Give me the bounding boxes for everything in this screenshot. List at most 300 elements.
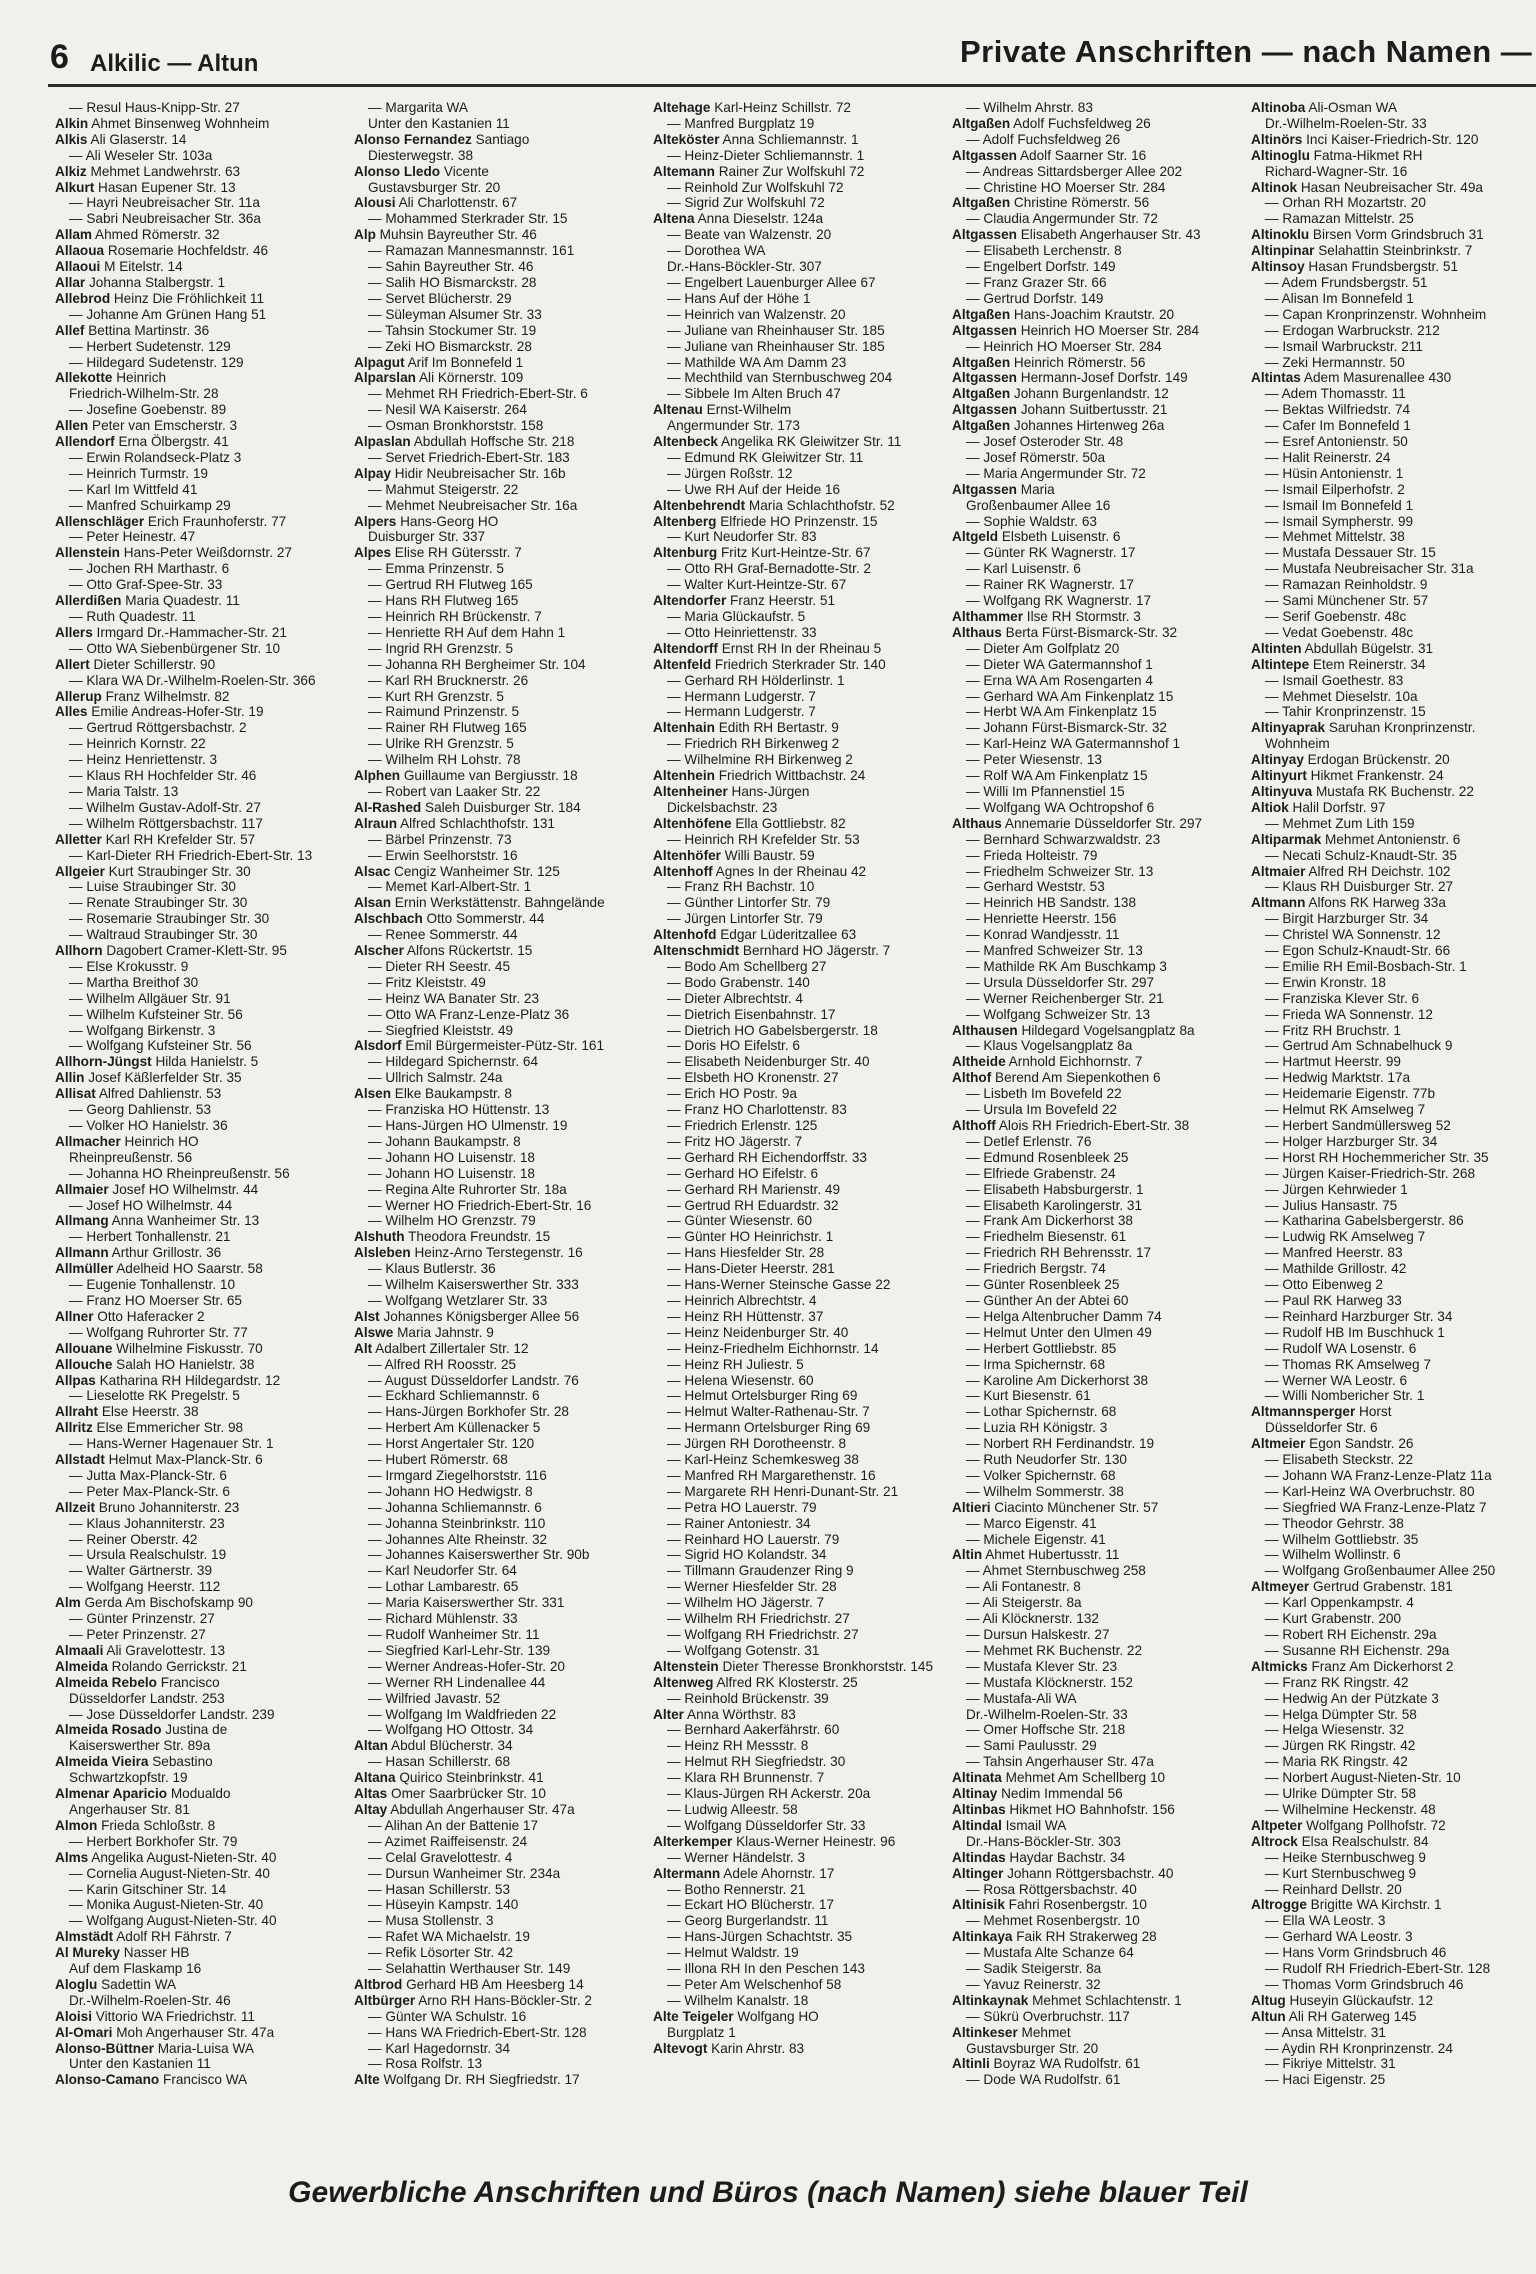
directory-subentry: — Wolfgang RK Wagnerstr. 17 bbox=[966, 593, 1152, 609]
directory-subentry: — Hasan Schillerstr. 68 bbox=[368, 1754, 511, 1770]
entry-details: Adem Masurenallee 430 bbox=[1300, 370, 1452, 386]
entry-surname: Altinyay bbox=[1251, 752, 1304, 768]
directory-subentry: — Gertrud Am Schnabelhuck 9 bbox=[1265, 1038, 1453, 1054]
directory-entry bbox=[55, 545, 340, 561]
directory-entry bbox=[55, 1786, 340, 1802]
directory-subentry: — Ulrike RH Grenzstr. 5 bbox=[368, 736, 514, 752]
directory-entry bbox=[952, 323, 1237, 339]
entry-details: Gertrud Grabenstr. 181 bbox=[1309, 1579, 1453, 1595]
entry-surname: Altug bbox=[1251, 1992, 1286, 2008]
entry-details: M Eitelstr. 14 bbox=[100, 259, 183, 275]
page-header bbox=[0, 0, 1536, 88]
directory-subentry: — Elsbeth HO Kronenstr. 27 bbox=[667, 1070, 839, 1086]
directory-subentry: — Klaus-Jürgen RH Ackerstr. 20a bbox=[667, 1786, 871, 1802]
directory-subentry: — Juliane van Rheinhauser Str. 185 bbox=[667, 322, 885, 338]
directory-subentry: — Heinrich Albrechtstr. 4 bbox=[667, 1292, 817, 1308]
directory-subentry: — Hasan Schillerstr. 53 bbox=[368, 1881, 511, 1897]
directory-entry bbox=[1251, 1897, 1536, 1913]
entry-details: Edith RH Bertastr. 9 bbox=[714, 720, 839, 736]
directory-subentry: — Horst RH Hochemmericher Str. 35 bbox=[1265, 1149, 1489, 1165]
entry-details: Adolf RH Fährstr. 7 bbox=[113, 1929, 232, 1945]
directory-entry bbox=[653, 816, 938, 832]
entry-details: Anna Dieselstr. 124a bbox=[694, 211, 824, 227]
entry-surname: Althaus bbox=[952, 624, 1002, 640]
entry-surname: Alshuth bbox=[354, 1229, 405, 1245]
entry-details: Elke Baukampstr. 8 bbox=[391, 1086, 512, 1102]
directory-entry bbox=[1251, 1436, 1536, 1452]
directory-subentry: — Franz RH Bachstr. 10 bbox=[667, 879, 815, 895]
directory-entry bbox=[653, 641, 938, 657]
entry-details: Moh Angerhauser Str. 47a bbox=[112, 2024, 275, 2040]
directory-subentry: — Heinz-Friedhelm Eichhornstr. 14 bbox=[667, 1340, 879, 1356]
entry-surname: Altindas bbox=[952, 1849, 1006, 1865]
directory-subentry: — Karl Neudorfer Str. 64 bbox=[368, 1563, 517, 1579]
directory-entry bbox=[653, 211, 938, 227]
header-rule bbox=[48, 84, 1536, 87]
directory-subentry: Angerhauser Str. 81 bbox=[69, 1801, 190, 1817]
entry-details: Dieter Schillerstr. 90 bbox=[89, 656, 216, 672]
directory-subentry: Wohnheim bbox=[1265, 736, 1330, 752]
directory-entry bbox=[1251, 227, 1536, 243]
entry-surname: Althammer bbox=[952, 609, 1024, 624]
entry-surname: Allritz bbox=[55, 1420, 93, 1436]
entry-surname: Alschbach bbox=[354, 911, 423, 927]
directory-entry bbox=[354, 195, 639, 211]
entry-details: Faik RH Strakerweg 28 bbox=[1012, 1929, 1157, 1945]
entry-surname: Altgassen bbox=[952, 402, 1017, 418]
directory-subentry: — Gerhard RH Eichendorffstr. 33 bbox=[667, 1149, 867, 1165]
directory-subentry: — Ali Klöcknerstr. 132 bbox=[966, 1611, 1099, 1627]
directory-entry bbox=[354, 164, 639, 180]
directory-subentry: — Ludwig RK Amselweg 7 bbox=[1265, 1229, 1426, 1245]
directory-entry bbox=[653, 927, 938, 943]
entry-surname: Alonso Fernandez bbox=[354, 131, 472, 147]
directory-subentry: — Willi Nombericher Str. 1 bbox=[1265, 1388, 1425, 1404]
directory-subentry: Gustavsburger Str. 20 bbox=[368, 179, 501, 195]
entry-surname: Allner bbox=[55, 1308, 94, 1324]
entry-surname: Alt bbox=[354, 1340, 373, 1356]
entry-surname: Alsac bbox=[354, 863, 391, 879]
directory-subentry: Großenbaumer Allee 16 bbox=[966, 497, 1111, 513]
section-title: Private Anschriften — nach Namen — bbox=[960, 34, 1533, 69]
entry-surname: Alonso-Büttner bbox=[55, 2040, 154, 2056]
entry-details: Friedrich Sterkrader Str. 140 bbox=[711, 656, 886, 672]
directory-subentry: — Gertrud Dorfstr. 149 bbox=[966, 290, 1104, 306]
entry-surname: Alonso-Camano bbox=[55, 2072, 160, 2088]
entry-surname: Alm bbox=[55, 1595, 81, 1611]
directory-entry bbox=[653, 2041, 938, 2057]
directory-subentry: Dr.-Hans-Böckler-Str. 303 bbox=[966, 1833, 1121, 1849]
directory-subentry: — Zeki HO Bismarckstr. 28 bbox=[368, 338, 532, 354]
entry-details: Ali-Osman WA bbox=[1305, 100, 1398, 115]
directory-subentry: — Ramazan Mannesmannstr. 161 bbox=[368, 243, 575, 259]
entry-details: Hasan Frundsbergstr. 51 bbox=[1304, 259, 1459, 275]
directory-subentry: — Otto WA Siebenbürgener Str. 10 bbox=[69, 640, 281, 656]
entry-details: Helmut Max-Planck-Str. 6 bbox=[104, 1452, 263, 1468]
entry-details: Otto Sommerstr. 44 bbox=[422, 911, 545, 927]
entry-details: Arthur Grillostr. 36 bbox=[108, 1245, 222, 1261]
entry-surname: Alonso Lledo bbox=[354, 163, 441, 179]
directory-subentry: — Ali Steigerstr. 8a bbox=[966, 1595, 1082, 1611]
directory-entry bbox=[55, 1245, 340, 1261]
directory-subentry: — Katharina Gabelsbergerstr. 86 bbox=[1265, 1213, 1464, 1229]
entry-details: Theodora Freundstr. 15 bbox=[404, 1229, 551, 1245]
entry-details: Abdul Blücherstr. 34 bbox=[387, 1738, 513, 1754]
directory-subentry: — Mehmet Neubreisacher Str. 16a bbox=[368, 497, 578, 513]
directory-subentry: — Johann HO Luisenstr. 18 bbox=[368, 1149, 535, 1165]
entry-surname: Alms bbox=[55, 1849, 89, 1865]
directory-subentry: — Maria Angermunder Str. 72 bbox=[966, 465, 1146, 481]
entry-surname: Allstadt bbox=[55, 1452, 105, 1468]
entry-surname: Altinyaprak bbox=[1251, 720, 1326, 736]
directory-subentry: — Eckart HO Blücherstr. 17 bbox=[667, 1897, 834, 1913]
directory-subentry: — Dieter Am Golfplatz 20 bbox=[966, 640, 1120, 656]
directory-entry bbox=[1251, 132, 1536, 148]
directory-entry bbox=[55, 625, 340, 641]
entry-details: Ilse RH Stormstr. 3 bbox=[1023, 609, 1141, 624]
directory-subentry: — Maria Kaiserswerther Str. 331 bbox=[368, 1595, 565, 1611]
entry-details: Francisco WA bbox=[159, 2072, 248, 2088]
directory-subentry: — Werner HO Friedrich-Ebert-Str. 16 bbox=[368, 1197, 592, 1213]
directory-subentry: — Walter Kurt-Heintze-Str. 67 bbox=[667, 577, 847, 593]
directory-subentry: — Wilhelm RH Friedrichstr. 27 bbox=[667, 1611, 850, 1627]
directory-subentry: Unter den Kastanien 11 bbox=[368, 115, 510, 131]
directory-subentry: — Susanne RH Eichenstr. 29a bbox=[1265, 1642, 1450, 1658]
directory-subentry: — Ismail Warbruckstr. 211 bbox=[1265, 338, 1423, 354]
entry-details: Angelika RK Gleiwitzer Str. 11 bbox=[717, 434, 902, 450]
entry-surname: Alpes bbox=[354, 545, 392, 561]
entry-surname: Altmeier bbox=[1251, 1436, 1306, 1452]
entry-surname: Althoff bbox=[952, 1118, 996, 1133]
directory-subentry: — Robert van Laaker Str. 22 bbox=[368, 783, 541, 799]
directory-subentry: — Gerhard Weststr. 53 bbox=[966, 879, 1105, 895]
directory-subentry: — Mathilde RK Am Buschkamp 3 bbox=[966, 958, 1167, 974]
directory-entry bbox=[354, 864, 639, 880]
directory-subentry: — Richard Mühlenstr. 33 bbox=[368, 1611, 518, 1627]
entry-surname: Allmang bbox=[55, 1213, 109, 1229]
directory-entry bbox=[55, 164, 340, 180]
directory-subentry: Kaiserswerther Str. 89a bbox=[69, 1738, 211, 1754]
directory-subentry: — Helmut RK Amselweg 7 bbox=[1265, 1102, 1426, 1118]
entry-surname: Altinli bbox=[952, 2056, 990, 2072]
entry-surname: Altenberg bbox=[653, 513, 717, 529]
directory-subentry: — Willi Im Pfannenstiel 15 bbox=[966, 783, 1125, 799]
directory-subentry: — Capan Kronprinzenstr. Wohnheim bbox=[1265, 306, 1487, 322]
entry-surname: Altieri bbox=[952, 1499, 991, 1515]
directory-subentry: — Friedhelm Schweizer Str. 13 bbox=[966, 863, 1154, 879]
entry-details: Ali RH Gaterweg 145 bbox=[1285, 2008, 1417, 2024]
entry-details: Alfred RK Klosterstr. 25 bbox=[713, 1674, 858, 1690]
directory-entry bbox=[354, 1738, 639, 1754]
directory-entry bbox=[55, 1500, 340, 1516]
directory-subentry: — Hans-Dieter Heerstr. 281 bbox=[667, 1261, 835, 1277]
entry-details: Karl RH Krefelder Str. 57 bbox=[101, 831, 256, 847]
directory-subentry: — Günter RK Wagnerstr. 17 bbox=[966, 545, 1136, 561]
directory-entry bbox=[55, 116, 340, 132]
entry-details: Sadettin WA bbox=[97, 1976, 177, 1992]
entry-details: Karl-Heinz Schillstr. 72 bbox=[710, 100, 851, 115]
entry-surname: Altmann bbox=[1251, 895, 1306, 911]
directory-subentry: — Aydin RH Kronprinzenstr. 24 bbox=[1265, 2040, 1453, 2056]
directory-entry bbox=[653, 1834, 938, 1850]
entry-details: Mehmet Antonienstr. 6 bbox=[1321, 831, 1461, 847]
entry-details: Ahmed Römerstr. 32 bbox=[92, 227, 220, 243]
directory-subentry: — Gertrud Röttgersbachstr. 2 bbox=[69, 720, 247, 736]
entry-surname: Alkis bbox=[55, 131, 88, 147]
directory-subentry: — Heinrich RH Krefelder Str. 53 bbox=[667, 831, 860, 847]
entry-surname: Altmannsperger bbox=[1251, 1404, 1356, 1420]
directory-subentry: — Klaus RH Duisburger Str. 27 bbox=[1265, 879, 1454, 895]
entry-details: Adalbert Zillertaler Str. 12 bbox=[372, 1340, 529, 1356]
directory-subentry: — Wilhelm Gottliebstr. 35 bbox=[1265, 1531, 1419, 1547]
entry-details: Saleh Duisburger Str. 184 bbox=[421, 799, 581, 815]
entry-details: Erna Ölbergstr. 41 bbox=[114, 434, 229, 450]
entry-details: Otto Haferacker 2 bbox=[93, 1308, 205, 1324]
entry-surname: Allhorn bbox=[55, 943, 103, 959]
entry-details: Josef Käßlerfelder Str. 35 bbox=[84, 1070, 242, 1086]
directory-subentry: — Werner Hiesfelder Str. 28 bbox=[667, 1579, 837, 1595]
entry-surname: Altendorfer bbox=[653, 593, 727, 609]
directory-entry bbox=[354, 1993, 639, 2009]
directory-subentry: — Herbert Sandmüllersweg 52 bbox=[1265, 1118, 1451, 1133]
directory-subentry: Unter den Kastanien 11 bbox=[69, 2056, 211, 2072]
entry-details: Peter van Emscherstr. 3 bbox=[88, 418, 238, 434]
entry-details: Emilie Andreas-Hofer-Str. 19 bbox=[87, 704, 264, 720]
entry-surname: Alpers bbox=[354, 513, 397, 529]
directory-subentry: — Karl-Heinz Schemkesweg 38 bbox=[667, 1452, 859, 1468]
directory-entry bbox=[55, 1722, 340, 1738]
entry-details: Erdogan Brückenstr. 20 bbox=[1303, 752, 1450, 768]
directory-subentry: — Herbert Sudetenstr. 129 bbox=[69, 338, 231, 354]
directory-subentry: — Hans Hiesfelder Str. 28 bbox=[667, 1245, 825, 1261]
directory-entry bbox=[1251, 800, 1536, 816]
directory-entry bbox=[1251, 1659, 1536, 1675]
directory-subentry: — Servet Friedrich-Ebert-Str. 183 bbox=[368, 449, 570, 465]
directory-column bbox=[55, 100, 340, 2160]
directory-entry bbox=[354, 1802, 639, 1818]
directory-subentry: — Franz Grazer Str. 66 bbox=[966, 274, 1107, 290]
directory-subentry: — Eugenie Tonhallenstr. 10 bbox=[69, 1277, 236, 1293]
directory-column bbox=[1251, 100, 1536, 2160]
directory-subentry: — Johannes Kaiserswerther Str. 90b bbox=[368, 1547, 590, 1563]
directory-subentry: Dr.-Wilhelm-Roelen-Str. 46 bbox=[69, 1992, 231, 2008]
directory-subentry: — Friedrich RH Birkenweg 2 bbox=[667, 736, 840, 752]
entry-surname: Allenschläger bbox=[55, 513, 145, 529]
entry-surname: Allers bbox=[55, 624, 93, 640]
entry-details: Katharina RH Hildegardstr. 12 bbox=[95, 1372, 281, 1388]
directory-subentry: — Sigrid Zur Wolfskuhl 72 bbox=[667, 195, 825, 211]
directory-subentry: — Robert RH Eichenstr. 29a bbox=[1265, 1627, 1437, 1642]
directory-subentry: — Sophie Waldstr. 63 bbox=[966, 513, 1097, 529]
directory-subentry: — Frank Am Dickerhorst 38 bbox=[966, 1213, 1133, 1229]
directory-subentry: Schwartzkopfstr. 19 bbox=[69, 1770, 188, 1786]
directory-subentry: — Herbert Borkhofer Str. 79 bbox=[69, 1833, 238, 1849]
entry-surname: Alpagut bbox=[354, 354, 405, 370]
directory-entry bbox=[952, 1023, 1237, 1039]
entry-surname: Allhorn-Jüngst bbox=[55, 1054, 152, 1070]
entry-surname: Allzeit bbox=[55, 1499, 96, 1515]
directory-subentry: — Egon Schulz-Knaudt-Str. 66 bbox=[1265, 943, 1451, 959]
directory-entry bbox=[653, 1707, 938, 1723]
entry-surname: Alraun bbox=[354, 815, 398, 831]
entry-surname: Allmaier bbox=[55, 1181, 109, 1197]
directory-subentry: — Michele Eigenstr. 41 bbox=[966, 1531, 1106, 1547]
directory-subentry: — Mathilde Grillostr. 42 bbox=[1265, 1261, 1407, 1277]
directory-subentry: — Franziska Klever Str. 6 bbox=[1265, 990, 1420, 1006]
entry-surname: Allmüller bbox=[55, 1261, 114, 1277]
directory-subentry: — Georg Burgerlandstr. 11 bbox=[667, 1913, 829, 1929]
directory-subentry: — Maria Talstr. 13 bbox=[69, 783, 179, 799]
directory-subentry: — Wolfgang Kufsteiner Str. 56 bbox=[69, 1038, 252, 1054]
directory-subentry: — Hildegard Sudetenstr. 129 bbox=[69, 354, 244, 370]
directory-subentry: — Günter Rosenbleek 25 bbox=[966, 1277, 1120, 1293]
entry-details: Hans-Georg HO bbox=[396, 513, 499, 529]
directory-subentry: — Christel WA Sonnenstr. 12 bbox=[1265, 927, 1441, 943]
directory-entry bbox=[55, 657, 340, 673]
entry-surname: Al-Omari bbox=[55, 2024, 113, 2040]
directory-subentry: — Dietrich HO Gabelsbergerstr. 18 bbox=[667, 1022, 878, 1038]
directory-subentry: Duisburger Str. 337 bbox=[368, 529, 486, 545]
directory-subentry: — Salih HO Bismarckstr. 28 bbox=[368, 274, 537, 290]
directory-subentry: — Theodor Gehrstr. 38 bbox=[1265, 1515, 1404, 1531]
entry-surname: Altenhofd bbox=[653, 927, 717, 943]
directory-subentry: — Manfred Burgplatz 19 bbox=[667, 115, 815, 131]
entry-details: Wolfgang HO bbox=[733, 2008, 819, 2024]
directory-subentry: — Thomas RK Amselweg 7 bbox=[1265, 1356, 1431, 1372]
entry-details: Adolf Fuchsfeldweg 26 bbox=[1010, 115, 1151, 131]
directory-subentry: — Tahir Kronprinzenstr. 15 bbox=[1265, 704, 1426, 720]
directory-subentry: — Hans Auf der Höhe 1 bbox=[667, 290, 811, 306]
directory-entry bbox=[55, 1070, 340, 1086]
directory-subentry: — Renate Straubinger Str. 30 bbox=[69, 895, 248, 911]
directory-subentry: — Heike Sternbuschweg 9 bbox=[1265, 1849, 1426, 1865]
directory-subentry: — Mehmet RH Friedrich-Ebert-Str. 6 bbox=[368, 386, 588, 402]
directory-subentry: — Mustafa Klöcknerstr. 152 bbox=[966, 1674, 1133, 1690]
directory-entry bbox=[952, 370, 1237, 386]
entry-details: Hikmet Frankenstr. 24 bbox=[1306, 768, 1444, 784]
directory-subentry: — Elisabeth Steckstr. 22 bbox=[1265, 1452, 1414, 1468]
directory-subentry: — Necati Schulz-Knaudt-Str. 35 bbox=[1265, 847, 1457, 863]
entry-details: Klaus-Werner Heinestr. 96 bbox=[732, 1833, 896, 1849]
directory-subentry: — Cornelia August-Nieten-Str. 40 bbox=[69, 1865, 270, 1881]
entry-details: Muhsin Bayreuther Str. 46 bbox=[375, 227, 537, 243]
directory-subentry: — Werner WA Leostr. 6 bbox=[1265, 1372, 1408, 1388]
entry-details: Alfons Rückertstr. 15 bbox=[403, 943, 533, 959]
directory-subentry: — Waltraud Straubinger Str. 30 bbox=[69, 927, 258, 943]
directory-subentry: — Erna WA Am Rosengarten 4 bbox=[966, 672, 1153, 688]
directory-entry bbox=[354, 1229, 639, 1245]
directory-column bbox=[354, 100, 639, 2160]
entry-details: Bernhard HO Jägerstr. 7 bbox=[739, 943, 891, 959]
directory-subentry: — Jürgen Kaiser-Friedrich-Str. 268 bbox=[1265, 1165, 1476, 1181]
name-range-title: Alkilic — Altun bbox=[90, 50, 259, 77]
entry-details: Hans-Joachim Krautstr. 20 bbox=[1010, 306, 1175, 322]
entry-details: Salah HO Hanielstr. 38 bbox=[112, 1356, 255, 1372]
directory-subentry: — Omer Hoffsche Str. 218 bbox=[966, 1722, 1126, 1738]
entry-details: Birsen Vorm Grindsbruch 31 bbox=[1309, 227, 1484, 243]
directory-subentry: — Adem Frundsbergstr. 51 bbox=[1265, 274, 1428, 290]
entry-surname: Allerdißen bbox=[55, 593, 122, 609]
directory-subentry: — Hildegard Spichernstr. 64 bbox=[368, 1054, 539, 1070]
entry-details: Ismail WA bbox=[1001, 1817, 1067, 1833]
directory-entry bbox=[1251, 180, 1536, 196]
directory-subentry: — Helmut Ortelsburger Ring 69 bbox=[667, 1388, 858, 1404]
entry-surname: Allef bbox=[55, 322, 85, 338]
directory-subentry: — Ingrid RH Grenzstr. 5 bbox=[368, 640, 514, 656]
entry-surname: Altiok bbox=[1251, 799, 1289, 815]
directory-subentry: — Adem Thomasstr. 11 bbox=[1265, 386, 1406, 402]
directory-entry bbox=[354, 895, 639, 911]
entry-details: Fritz Kurt-Heintze-Str. 67 bbox=[717, 545, 871, 561]
entry-surname: Altgaßen bbox=[952, 115, 1011, 131]
directory-entry bbox=[653, 943, 938, 959]
directory-entry bbox=[55, 1818, 340, 1834]
directory-entry bbox=[952, 1547, 1237, 1563]
entry-surname: Altan bbox=[354, 1738, 388, 1754]
directory-entry bbox=[354, 1245, 639, 1261]
entry-surname: Althof bbox=[952, 1070, 992, 1086]
entry-details: Berend Am Siepenkothen 6 bbox=[991, 1070, 1161, 1086]
entry-details: Elise RH Gütersstr. 7 bbox=[391, 545, 522, 561]
directory-entry bbox=[55, 418, 340, 434]
directory-subentry: — Hubert Römerstr. 68 bbox=[368, 1452, 508, 1468]
directory-subentry: — Herbert Tonhallenstr. 21 bbox=[69, 1229, 231, 1245]
directory-subentry: — Wilhelm HO Jägerstr. 7 bbox=[667, 1595, 825, 1611]
directory-subentry: — Karl-Heinz WA Gatermannshof 1 bbox=[966, 736, 1181, 752]
directory-subentry: — Kurt Neudorfer Str. 83 bbox=[667, 529, 817, 545]
directory-subentry: Diesterwegstr. 38 bbox=[368, 147, 474, 163]
entry-surname: Almeida bbox=[55, 1658, 108, 1674]
directory-entry bbox=[55, 2072, 340, 2088]
directory-entry bbox=[55, 1452, 340, 1468]
directory-entry bbox=[1251, 148, 1536, 164]
entry-details: Etem Reinerstr. 34 bbox=[1309, 656, 1426, 672]
entry-details: Ahmet Binsenweg Wohnheim bbox=[88, 115, 270, 131]
entry-details: Maria Jahnstr. 9 bbox=[393, 1324, 494, 1340]
entry-surname: Alsleben bbox=[354, 1245, 411, 1261]
directory-subentry: Richard-Wagner-Str. 16 bbox=[1265, 163, 1408, 179]
entry-details: Brigitte WA Kirchstr. 1 bbox=[1306, 1897, 1442, 1913]
entry-details: Hermann-Josef Dorfstr. 149 bbox=[1016, 370, 1188, 386]
entry-surname: Altinoba bbox=[1251, 100, 1306, 115]
directory-entry bbox=[1251, 864, 1536, 880]
entry-surname: Altinoklu bbox=[1251, 227, 1310, 243]
directory-entry bbox=[1251, 1579, 1536, 1595]
directory-subentry: — Norbert August-Nieten-Str. 10 bbox=[1265, 1770, 1461, 1786]
entry-details: Dieter Theresse Bronkhorststr. 145 bbox=[718, 1658, 934, 1674]
directory-subentry: — Volker Spichernstr. 68 bbox=[966, 1467, 1116, 1483]
directory-subentry: — August Düsseldorfer Landstr. 76 bbox=[368, 1372, 579, 1388]
directory-entry bbox=[952, 227, 1237, 243]
entry-details: Dagobert Cramer-Klett-Str. 95 bbox=[102, 943, 287, 959]
directory-subentry: — Sahin Bayreuther Str. 46 bbox=[368, 259, 534, 275]
directory-entry bbox=[354, 1977, 639, 1993]
entry-details: Elfriede HO Prinzenstr. 15 bbox=[716, 513, 878, 529]
entry-details: Hasan Eupener Str. 13 bbox=[94, 179, 236, 195]
directory-column bbox=[653, 100, 938, 2160]
entry-details: Arif Im Bonnefeld 1 bbox=[404, 354, 524, 370]
entry-surname: Altrogge bbox=[1251, 1897, 1307, 1913]
directory-subentry: — Wolfgang WA Ochtropshof 6 bbox=[966, 799, 1155, 815]
directory-subentry: — Mathilde WA Am Damm 23 bbox=[667, 354, 847, 370]
entry-details: Mehmet bbox=[1017, 2024, 1071, 2040]
directory-subentry: — Johann WA Franz-Lenze-Platz 11a bbox=[1265, 1467, 1492, 1483]
directory-entry bbox=[354, 132, 639, 148]
entry-details: Ciacinto Münchener Str. 57 bbox=[990, 1499, 1159, 1515]
directory-subentry: — Rudolf RH Friedrich-Ebert-Str. 128 bbox=[1265, 1961, 1491, 1977]
directory-subentry: — Wolfgang Gotenstr. 31 bbox=[667, 1642, 820, 1658]
directory-subentry: — Gerhard HO Eifelstr. 6 bbox=[667, 1165, 819, 1181]
